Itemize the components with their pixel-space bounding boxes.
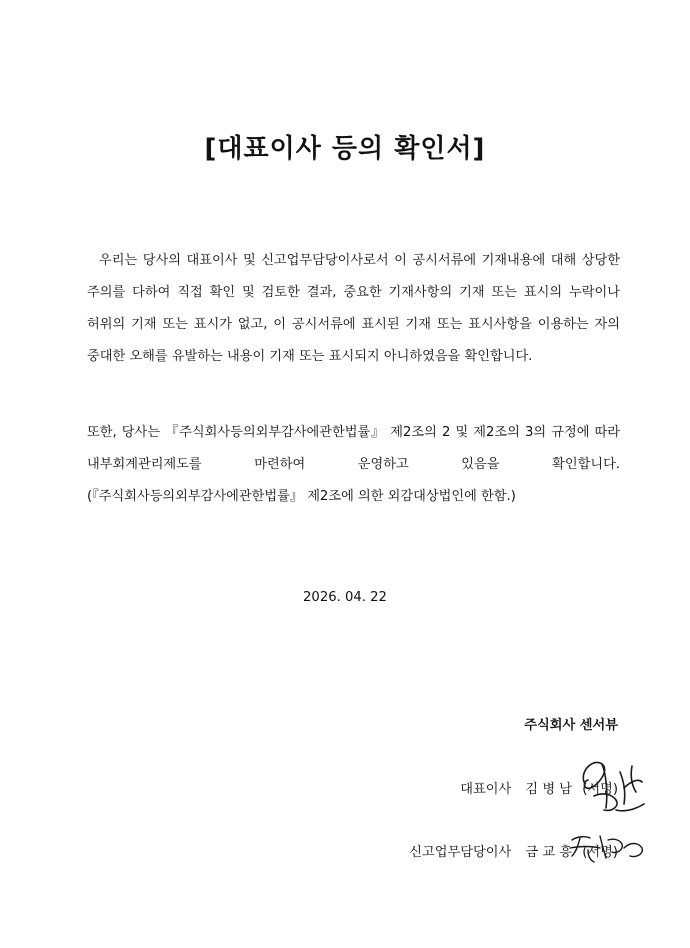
reporting-director-role: 신고업무담당이사 bbox=[409, 845, 512, 860]
reporting-director-name: 금 교 흥 bbox=[525, 845, 573, 860]
ceo-signature-line bbox=[460, 778, 618, 797]
document-date: 2026. 04. 22 bbox=[303, 590, 387, 605]
ceo-role: 대표이사 bbox=[460, 782, 512, 797]
company-name: 주식회사 센서뷰 bbox=[524, 718, 618, 733]
document-title: [대표이사 등의 확인서] bbox=[204, 134, 486, 164]
ceo-name: 김 병 남 bbox=[525, 782, 573, 797]
ceo-sign-mark: (서명) bbox=[582, 782, 618, 797]
confirmation-paragraph: 우리는 당사의 대표이사 및 신고업무담당이사로서 이 공시서류에 기재내용에 대해 상당한 주의를 다하여 직접 확인 및 검토한 결과, 중요한 기재사항의 기재 또는 표시의 누락이나 허위의 기재 또는 표시가 없고, 이 공시서류에 표시된 기재 또는 표시사항을 이용하는 자의 중대한 오해를 유발하는 내용이 기재 또는 표시되지 아니하였음을 확인합니다. bbox=[87, 253, 620, 364]
reporting-director-signature-line bbox=[409, 841, 618, 860]
reporting-director-sign-mark: (서명) bbox=[582, 845, 618, 860]
internal-control-paragraph: 또한, 당사는 『주식회사등의외부감사에관한법률』 제2조의 2 및 제2조의 3의 규정에 따라 내부회계관리제도를 마련하여 운영하고 있음을 확인합니다. (『주식회사등의외부감사에관한법률』 제2조에 의한 외감대상법인에 한함.) bbox=[87, 425, 620, 504]
